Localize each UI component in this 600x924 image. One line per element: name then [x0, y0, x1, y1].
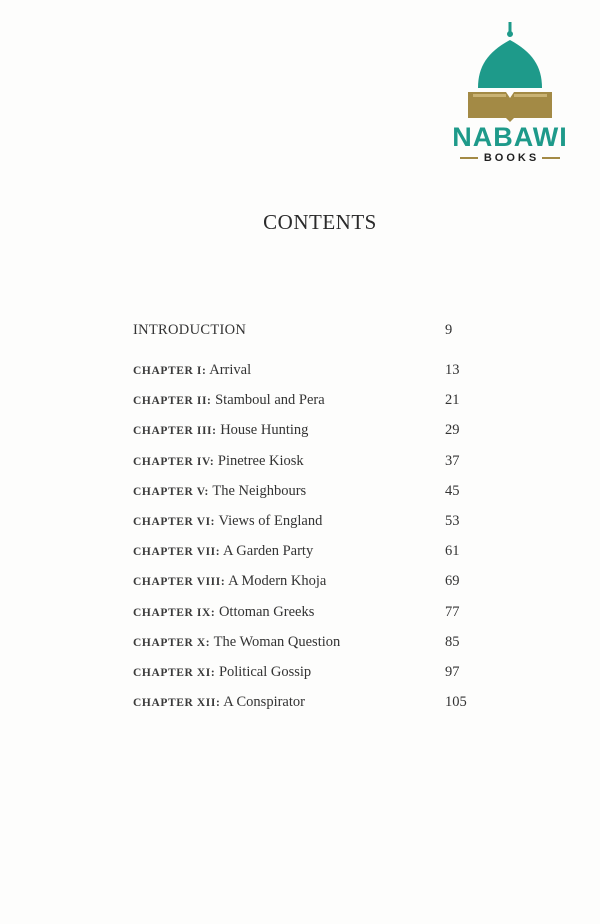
chapter-title: Ottoman Greeks: [218, 603, 315, 620]
toc-page-number: 45: [445, 482, 460, 499]
dome-book-icon: [448, 22, 572, 122]
brand-rule-left: [460, 157, 478, 159]
table-of-contents: [133, 322, 473, 724]
toc-row-chapter: [133, 573, 473, 603]
toc-page-number: 69: [445, 573, 460, 590]
brand-rule-right: [542, 157, 560, 159]
brand-subtitle: [448, 150, 572, 166]
chapter-prefix: CHAPTER XII:: [133, 697, 221, 710]
toc-label: [133, 362, 251, 379]
toc-row-chapter: [133, 422, 473, 452]
toc-label: [133, 422, 308, 439]
toc-label: [133, 604, 314, 621]
chapter-title: Political Gossip: [218, 663, 312, 680]
chapter-prefix: CHAPTER II:: [133, 395, 212, 408]
toc-label: [133, 483, 306, 500]
chapter-title: Arrival: [209, 362, 252, 378]
publisher-logo: [448, 22, 572, 168]
toc-row-chapter: [133, 604, 473, 634]
chapter-prefix: CHAPTER VI:: [133, 515, 216, 528]
toc-label: [133, 392, 325, 409]
toc-row-chapter: [133, 453, 473, 483]
toc-row-chapter: [133, 392, 473, 422]
toc-page-number: 97: [445, 663, 460, 680]
page-title: CONTENTS: [263, 210, 377, 234]
toc-label: INTRODUCTION: [133, 322, 247, 338]
toc-label: [133, 694, 305, 711]
toc-row-chapter: [133, 634, 473, 664]
brand-subtitle-text: BOOKS: [483, 152, 540, 164]
chapter-title: Pinetree Kiosk: [217, 452, 304, 469]
toc-page-number: 53: [445, 512, 460, 529]
toc-row-chapter: [133, 664, 473, 694]
chapter-title: Stamboul and Pera: [215, 392, 325, 409]
toc-page-number: 105: [445, 694, 467, 711]
chapter-title: A Modern Khoja: [228, 573, 327, 590]
chapter-prefix: CHAPTER VII:: [133, 546, 221, 559]
chapter-prefix: CHAPTER XI:: [133, 666, 216, 679]
toc-label: [133, 573, 326, 590]
chapter-title: The Woman Question: [213, 633, 341, 650]
toc-page-number: 29: [445, 422, 460, 439]
toc-page-number: 77: [445, 603, 460, 620]
toc-page-number: 85: [445, 633, 460, 650]
toc-label: [133, 543, 313, 560]
toc-label: [133, 664, 311, 681]
toc-row-chapter: [133, 362, 473, 392]
chapter-title: The Neighbours: [212, 482, 307, 499]
toc-label: [133, 453, 304, 470]
chapter-title: A Garden Party: [223, 543, 314, 560]
brand-name: NABAWI: [452, 122, 568, 152]
toc-row-chapter: [133, 483, 473, 513]
toc-page-number: 61: [445, 543, 460, 560]
toc-page-number: 37: [445, 452, 460, 469]
chapter-prefix: CHAPTER V:: [133, 485, 209, 498]
chapter-title: A Conspirator: [223, 694, 305, 711]
chapter-title: Views of England: [218, 512, 323, 529]
chapter-prefix: CHAPTER IX:: [133, 606, 216, 619]
toc-label: [133, 634, 340, 651]
chapter-prefix: CHAPTER X:: [133, 636, 211, 649]
toc-row-chapter: [133, 513, 473, 543]
toc-label: [133, 513, 322, 530]
toc-row-introduction: [133, 322, 473, 362]
toc-page-number: 9: [445, 322, 453, 338]
toc-row-chapter: [133, 694, 473, 724]
toc-page-number: 13: [445, 362, 460, 378]
toc-page-number: 21: [445, 392, 460, 409]
toc-row-chapter: [133, 543, 473, 573]
chapter-prefix: CHAPTER VIII:: [133, 576, 226, 589]
chapter-title: House Hunting: [220, 422, 309, 439]
chapter-prefix: CHAPTER I:: [133, 365, 207, 377]
chapter-prefix: CHAPTER III:: [133, 425, 217, 438]
chapter-prefix: CHAPTER IV:: [133, 455, 215, 468]
